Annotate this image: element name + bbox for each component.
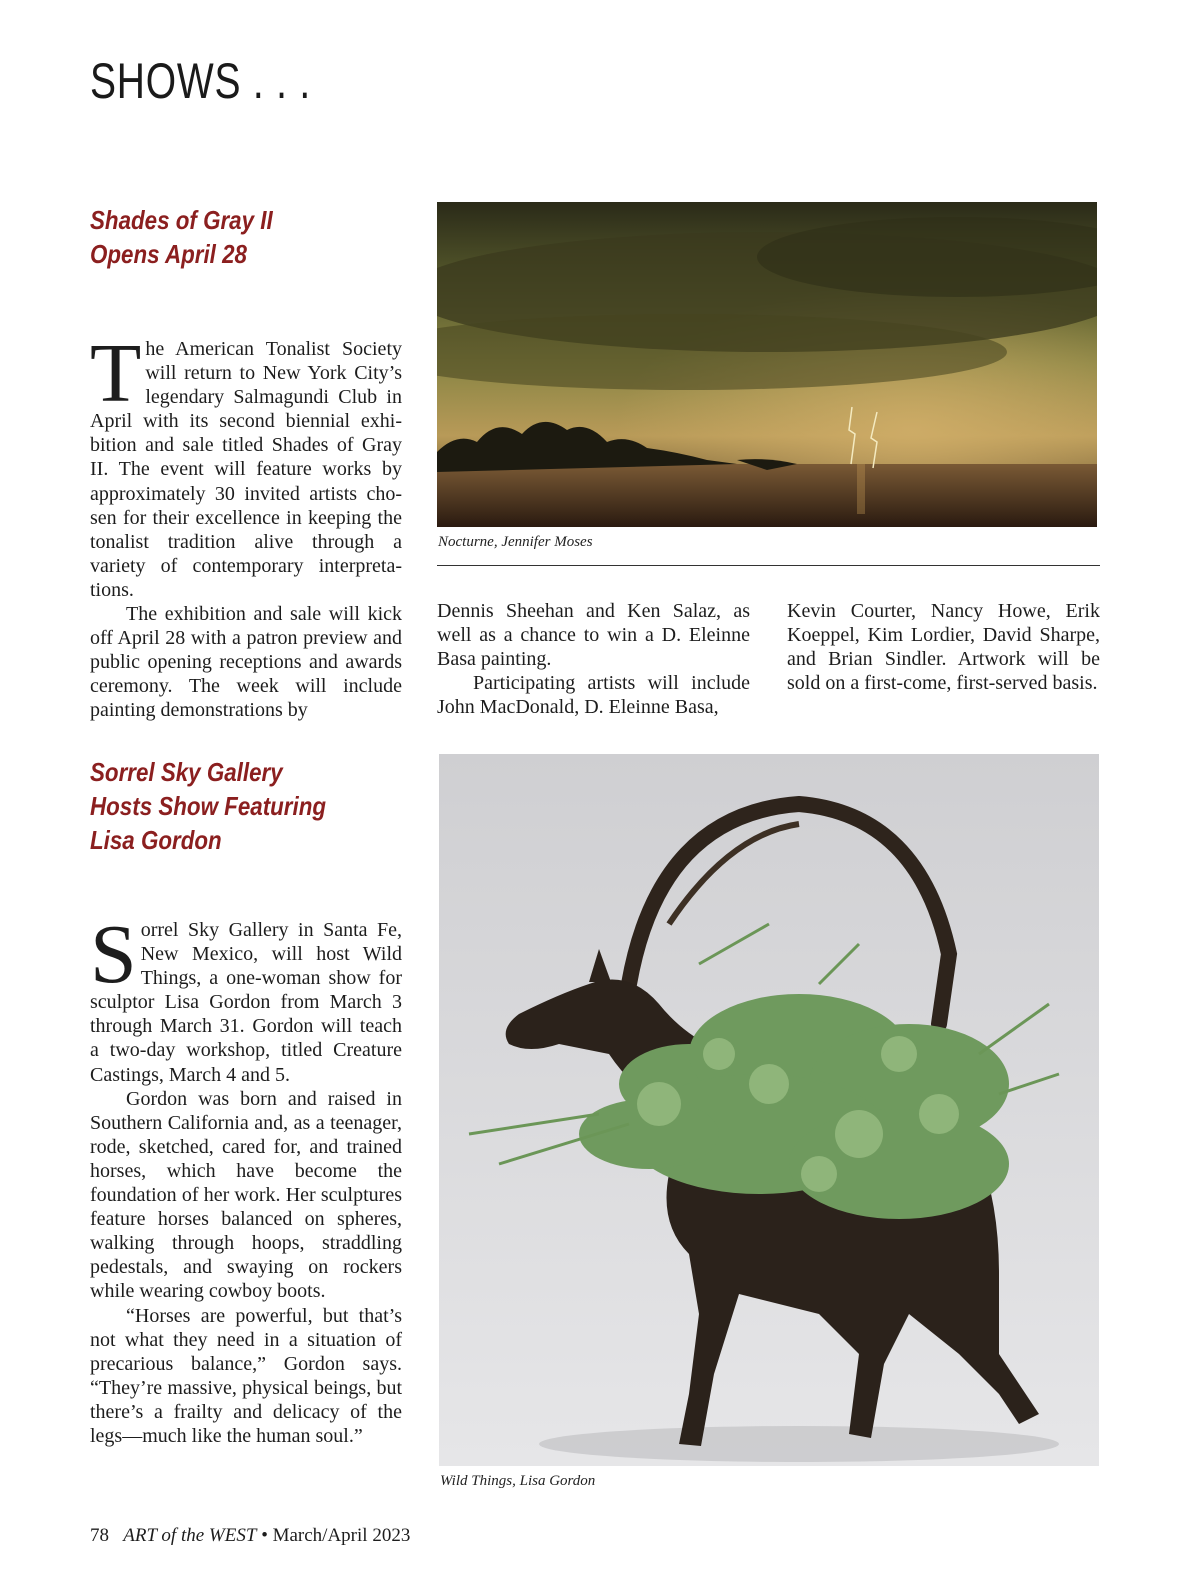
paragraph: orrel Sky Gallery in Santa Fe, New Mexico, will host Wild Things, a one-woman show for sculptor Lisa Gordon from March 3 through March 31. Gordon will teach a two-day workshop, titled Creature Castings, March 4 and 5. bbox=[90, 919, 402, 1086]
section-title: SHOWS . . . bbox=[90, 53, 311, 109]
sculpture-image bbox=[439, 754, 1099, 1466]
paragraph: “Horses are powerful, but that’s not what they need in a situation of precarious balance,” Gordon says. “They’re massive, physical beings, but there’s a frailty and delicacy of the legs—much like the human soul.” bbox=[90, 1304, 402, 1447]
paragraph: Dennis Sheehan and Ken Salaz, as well as a chance to win a D. Eleinne Basa painting. bbox=[437, 600, 750, 671]
page-number: 78 bbox=[90, 1525, 109, 1546]
paragraph: Gordon was born and raised in Southern California and, as a teenager, rode, sketched, cared for, and trained horses, which have become the foundation of her work. Her sculptures feature horses balanced on spheres, walking through hoops, straddling pedestals, and swaying on rockers while wearing cowboy boots. bbox=[90, 1087, 402, 1303]
paragraph: The exhibition and sale will kick off April 28 with a patron preview and public opening receptions and awards ceremony. The week will include painting demonstrations by bbox=[90, 603, 402, 722]
headline-line: Lisa Gordon bbox=[90, 825, 222, 855]
drop-cap: S bbox=[90, 908, 137, 1001]
article-body-column bbox=[787, 599, 1100, 695]
drop-cap: T bbox=[90, 327, 142, 420]
article-headline bbox=[90, 203, 273, 271]
footer-bullet: • bbox=[261, 1525, 268, 1546]
article-body-column bbox=[90, 327, 402, 723]
divider bbox=[437, 565, 1100, 566]
magazine-name: ART of the WEST bbox=[123, 1525, 257, 1546]
image-caption: Nocturne, Jennifer Moses bbox=[438, 534, 593, 550]
article-headline bbox=[90, 755, 326, 857]
headline-line: Hosts Show Featuring bbox=[90, 791, 327, 821]
page-footer bbox=[90, 1525, 410, 1547]
article-body-column bbox=[437, 599, 750, 719]
painting-image bbox=[437, 202, 1097, 527]
image-caption: Wild Things, Lisa Gordon bbox=[440, 1473, 596, 1489]
headline-line: Shades of Gray II bbox=[90, 205, 273, 235]
paragraph: he American Tonalist Society will return to New York City’s legendary Salmagundi Club in April with its second biennial exhibition and sale titled Shades of Gray II. The event will feature works by approximately 30 invited artists chosen for their excellence in keeping the tonalist tradition alive through a variety of contemporary interpretations. bbox=[90, 338, 402, 601]
headline-line: Sorrel Sky Gallery bbox=[90, 757, 283, 787]
issue-date: March/April 2023 bbox=[272, 1525, 411, 1546]
paragraph: Participating artists will include John MacDonald, D. Eleinne Basa, bbox=[437, 672, 750, 719]
headline-line: Opens April 28 bbox=[90, 239, 247, 269]
article-body-column bbox=[90, 908, 402, 1448]
paragraph: Kevin Courter, Nancy Howe, Erik Koeppel, Kim Lordier, David Sharpe, and Brian Sindler. Artwork will be sold on a first-come, first-served basis. bbox=[787, 600, 1100, 695]
